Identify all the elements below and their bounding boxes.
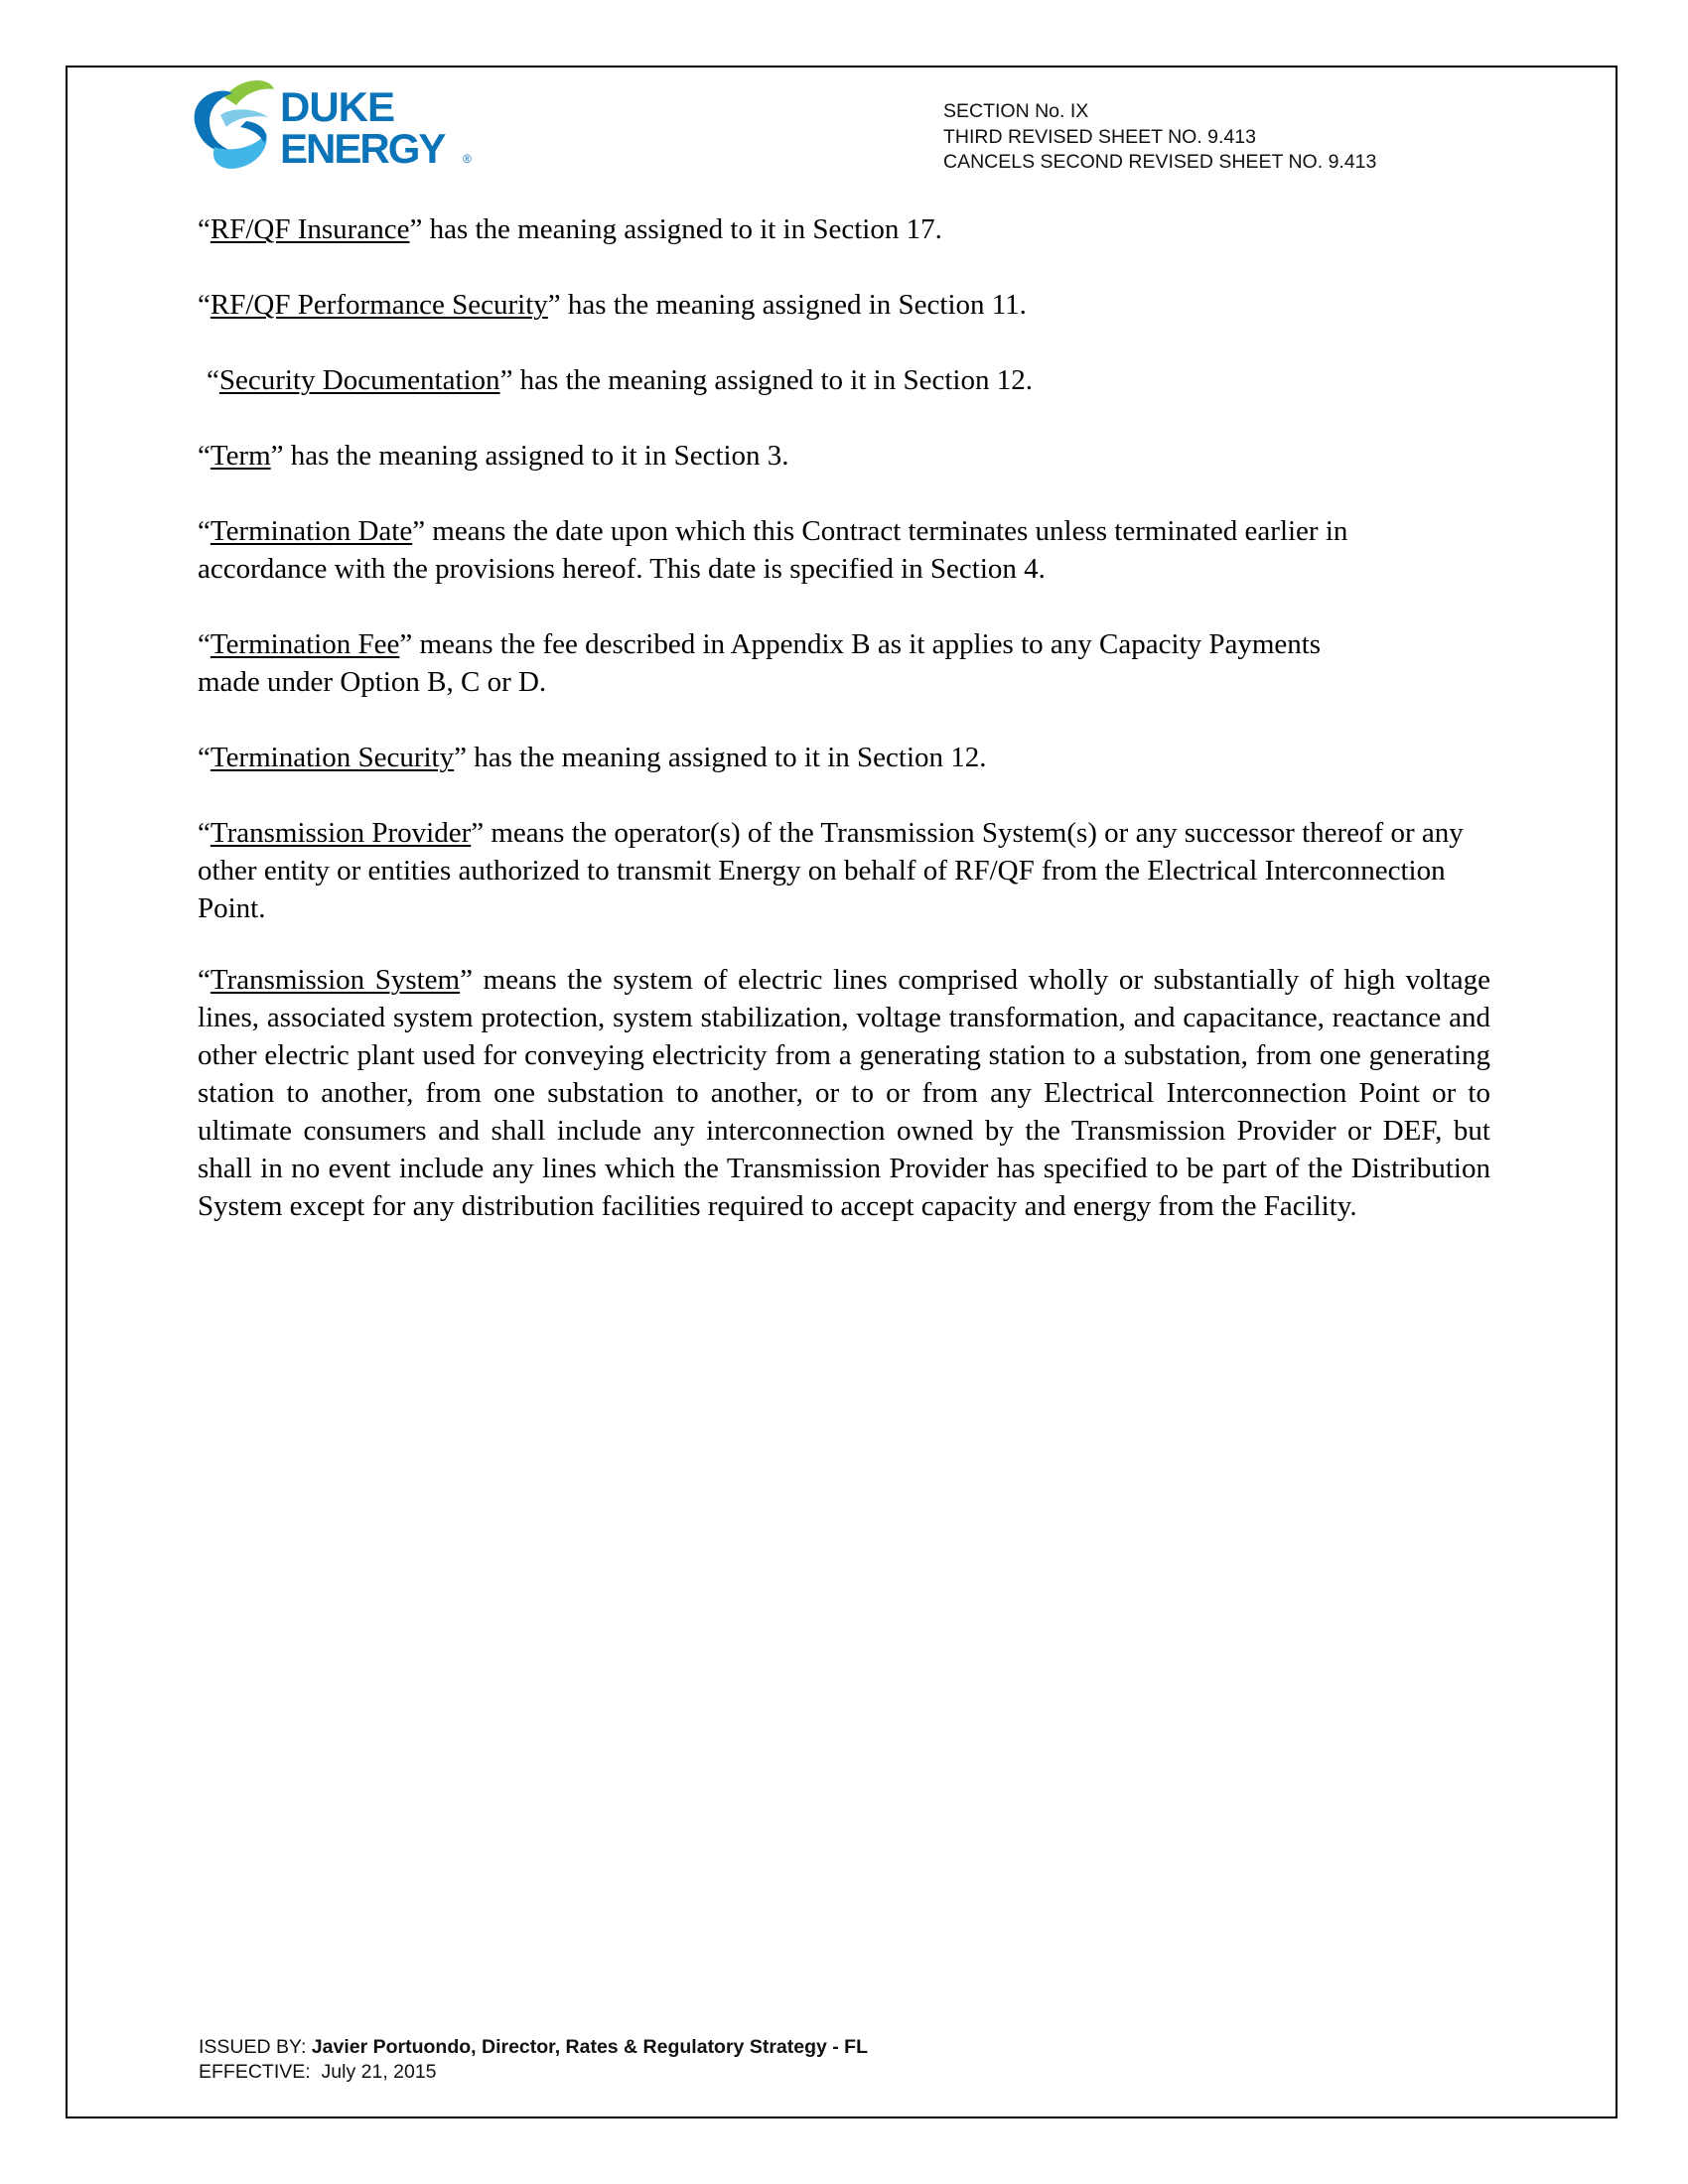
defined-term: Termination Fee	[210, 628, 400, 660]
definition-transmission-system: “Transmission System” means the system of electric lines comprised wholly or substantially of high voltage lines, associated system protection, system stabilization, voltage transformation, and capacitance, reactance and other electric plant used for conveying electricity from a generating station to a substation, from one generating station to another, from one substation to another, or to or from any Electrical Interconnection Point or to ultimate consumers and shall include any interconnection owned by the Transmission Provider or DEF, but shall in no event include any lines which the Transmission Provider has specified to be part of the Distribution System except for any distribution facilities required to accept capacity and energy from the Facility.	[198, 964, 1490, 1222]
section-number: SECTION No. IX	[943, 100, 1089, 122]
issued-by-line	[199, 2035, 868, 2060]
effective-line	[199, 2060, 868, 2085]
logo-text-energy: ENERGY	[280, 125, 445, 172]
definition-rf-qf-performance-security: “RF/QF Performance Security” has the meaning assigned in Section 11.	[198, 289, 1027, 321]
effective-date: July 21, 2015	[321, 2061, 437, 2083]
defined-term: Termination Date	[210, 515, 413, 547]
defined-term: RF/QF Performance Security	[210, 289, 548, 321]
definition-term: “Term” has the meaning assigned to it in Section 3.	[198, 440, 789, 472]
issued-by-value: Javier Portuondo, Director, Rates & Regulatory Strategy - FL	[311, 2036, 869, 2058]
issued-by-label: ISSUED BY:	[199, 2036, 312, 2058]
defined-term: Termination Security	[210, 742, 455, 773]
duke-energy-logo	[185, 77, 483, 177]
logo-text-duke: DUKE	[280, 83, 395, 130]
definition-rf-qf-insurance: “RF/QF Insurance” has the meaning assigned to it in Section 17.	[198, 213, 942, 245]
logo-registered-mark: ®	[463, 152, 472, 166]
definitions-body	[198, 210, 1490, 1225]
defined-term: Transmission Provider	[210, 817, 472, 849]
definition-termination-security: “Termination Security” has the meaning assigned to it in Section 12.	[198, 742, 987, 773]
defined-term: Transmission System	[210, 964, 461, 996]
definition-termination-fee: “Termination Fee” means the fee described in Appendix B as it applies to any Capacity Payments made under Option B, C or D.	[198, 628, 1322, 698]
sheet-number: THIRD REVISED SHEET NO. 9.413	[943, 125, 1256, 148]
defined-term: Security Documentation	[218, 364, 500, 396]
definition-termination-date: “Termination Date” means the date upon which this Contract terminates unless terminated earlier in accordance with the provisions hereof. This date is specified in Section 4.	[198, 515, 1348, 585]
definition-security-documentation: “Security Documentation” has the meaning assigned to it in Section 12.	[207, 364, 1033, 396]
defined-term: Term	[210, 440, 271, 472]
defined-term: RF/QF Insurance	[210, 213, 410, 245]
cancels-sheet: CANCELS SECOND REVISED SHEET NO. 9.413	[943, 151, 1377, 173]
footer	[199, 2035, 868, 2085]
effective-label: EFFECTIVE:	[199, 2061, 311, 2083]
duke-energy-swirl-icon	[195, 80, 274, 169]
definition-transmission-provider: “Transmission Provider” means the operator(s) of the Transmission System(s) or any successor thereof or any other entity or entities authorized to transmit Energy on behalf of RF/QF from the Electrical Interconnection Point.	[198, 817, 1464, 924]
sheet-info	[943, 99, 1376, 176]
